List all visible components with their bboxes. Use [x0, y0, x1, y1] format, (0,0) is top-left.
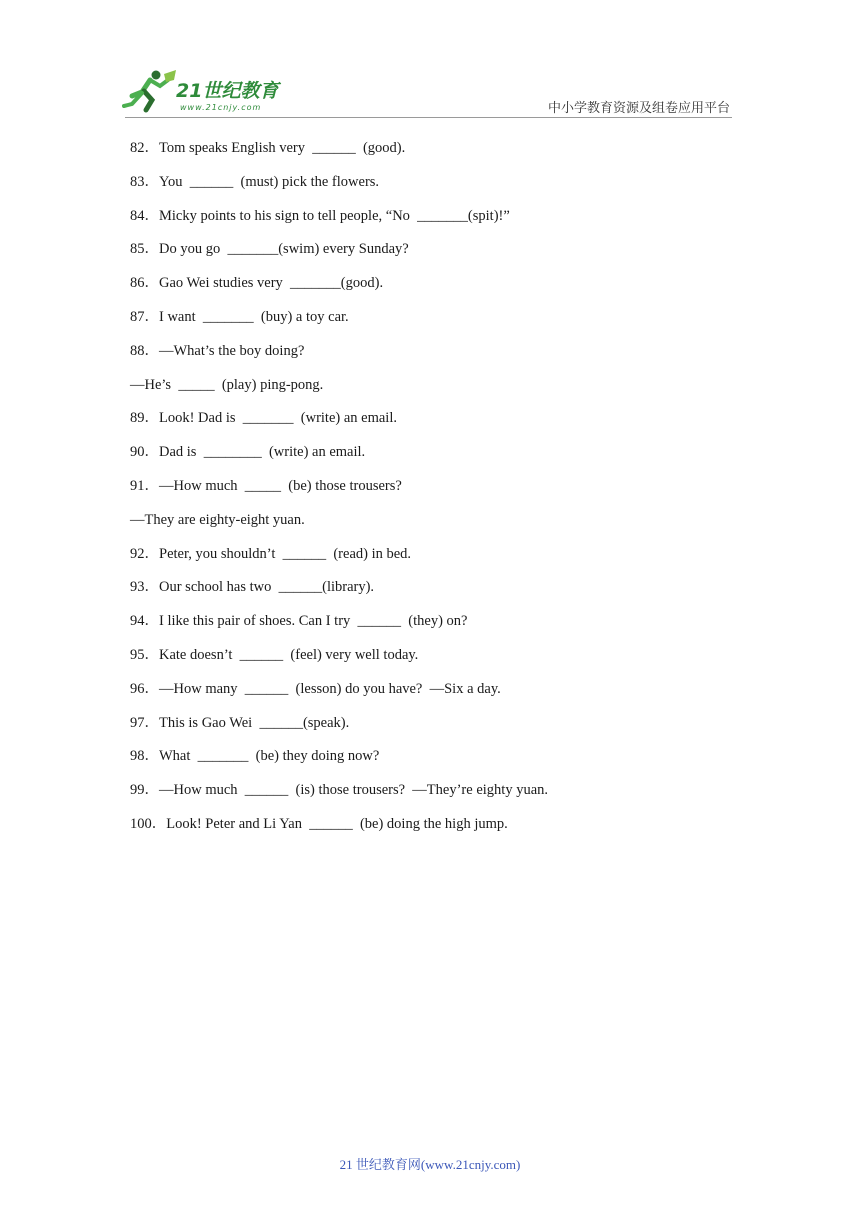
question-91-answer-line: —They are eighty-eight yuan. — [130, 511, 305, 528]
question-88-answer-line: —He’s _____ (play) ping-pong. — [130, 376, 324, 393]
question-98: 98．What _______ (be) they doing now? — [130, 748, 380, 765]
question-97: 97．This is Gao Wei ______(speak). — [130, 714, 350, 731]
question-100: 100．Look! Peter and Li Yan ______ (be) doing the high jump. — [130, 815, 508, 832]
question-92: 92．Peter, you shouldn’t ______ (read) in bed. — [130, 545, 412, 562]
question-list — [130, 138, 750, 848]
header-divider — [125, 117, 732, 118]
logo-url-text: www.21cnjy.com — [180, 103, 262, 112]
question-83: 83．You ______ (must) pick the flowers. — [130, 173, 380, 190]
question-91: 91．—How much _____ (be) those trousers? — [130, 477, 402, 494]
header-tagline: 中小学教育资源及组卷应用平台 — [547, 101, 730, 116]
logo-21cnjy — [120, 66, 290, 116]
question-85: 85．Do you go _______(swim) every Sunday? — [130, 241, 409, 258]
question-88: 88．—What’s the boy doing? — [130, 342, 305, 359]
question-89: 89．Look! Dad is _______ (write) an email. — [130, 410, 397, 427]
question-93: 93．Our school has two ______(library). — [130, 579, 375, 596]
question-95: 95．Kate doesn’t ______ (feel) very well today. — [130, 646, 419, 663]
page-footer: 21 世纪教育网(www.21cnjy.com) — [339, 1157, 521, 1172]
logo-text: 21世纪教育 — [176, 80, 279, 102]
question-94: 94．I like this pair of shoes. Can I try ______ (they) on? — [130, 613, 468, 630]
question-87: 87．I want _______ (buy) a toy car. — [130, 308, 349, 325]
question-84: 84．Micky points to his sign to tell people, “No _______(spit)!” — [130, 207, 510, 224]
runner-icon — [124, 70, 176, 110]
page-header — [0, 0, 860, 120]
question-90: 90．Dad is ________ (write) an email. — [130, 444, 366, 461]
question-99: 99．—How much ______ (is) those trousers? —They’re eighty yuan. — [130, 782, 549, 799]
question-96: 96．—How many ______ (lesson) do you have? —Six a day. — [130, 680, 501, 697]
question-86: 86．Gao Wei studies very _______(good). — [130, 275, 384, 292]
question-82: 82．Tom speaks English very ______ (good). — [130, 140, 406, 156]
